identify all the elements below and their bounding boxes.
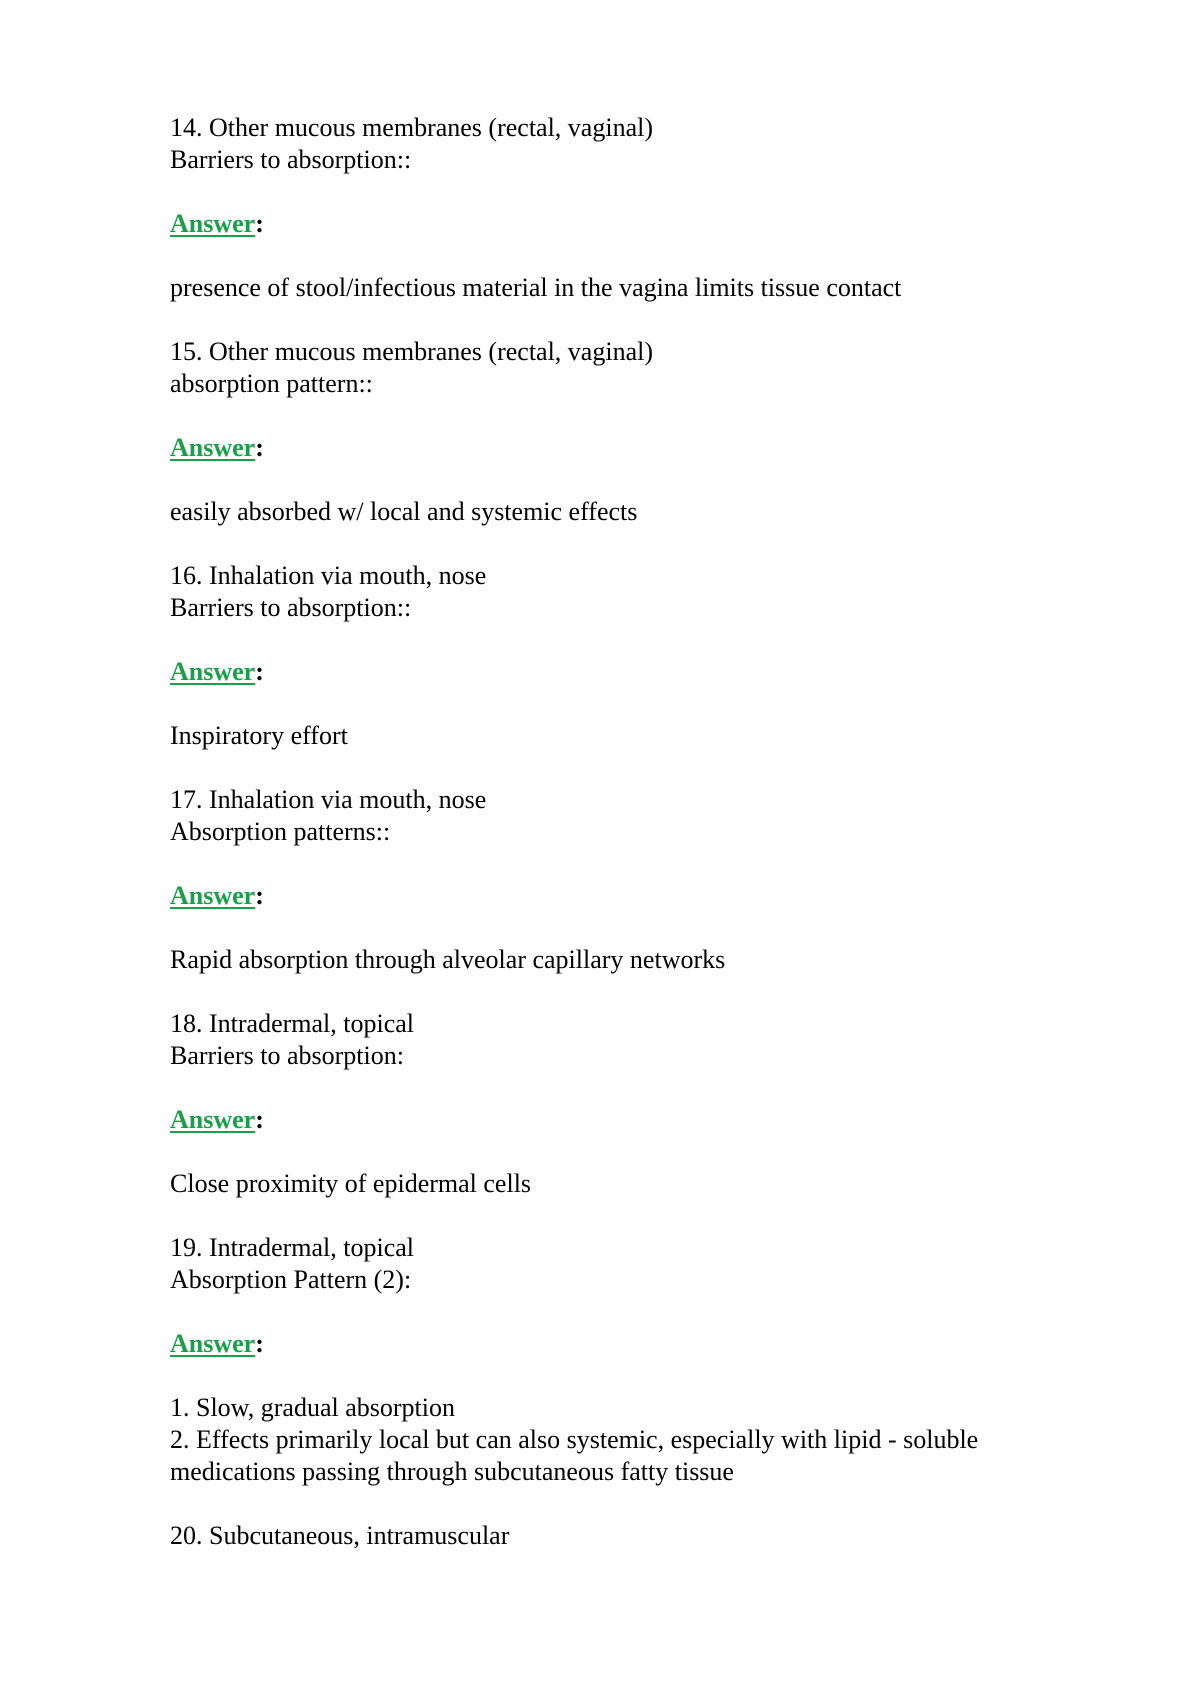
answer-19-text-line-2: 2. Effects primarily local but can also systemic, especially with lipid - soluble <box>170 1425 979 1454</box>
answer-18-link[interactable]: Answer <box>170 1105 256 1134</box>
question-14-line-1: 14. Other mucous membranes (rectal, vaginal) <box>170 113 653 142</box>
question-17-line-2: Absorption patterns:: <box>170 817 391 846</box>
answer-14-heading <box>170 208 264 240</box>
answer-16-heading <box>170 656 264 688</box>
answer-19-link[interactable]: Answer <box>170 1329 256 1358</box>
question-19-line-1: 19. Intradermal, topical <box>170 1233 415 1262</box>
question-20-line-1: 20. Subcutaneous, intramuscular <box>170 1521 510 1550</box>
answer-16-colon: : <box>255 657 264 686</box>
question-15-line-1: 15. Other mucous membranes (rectal, vaginal) <box>170 337 653 366</box>
question-16-line-1: 16. Inhalation via mouth, nose <box>170 561 487 590</box>
answer-18-colon: : <box>255 1105 264 1134</box>
answer-14-colon: : <box>255 209 264 238</box>
answer-17-link[interactable]: Answer <box>170 881 256 910</box>
answer-19-text-line-3: medications passing through subcutaneous fatty tissue <box>170 1457 734 1486</box>
answer-17-colon: : <box>255 881 264 910</box>
question-14-line-2: Barriers to absorption:: <box>170 145 412 174</box>
question-15-line-2: absorption pattern:: <box>170 369 373 398</box>
answer-19-heading <box>170 1328 264 1360</box>
answer-14-link[interactable]: Answer <box>170 209 256 238</box>
question-17-line-1: 17. Inhalation via mouth, nose <box>170 785 487 814</box>
answer-18-heading <box>170 1104 264 1136</box>
answer-18-text: Close proximity of epidermal cells <box>170 1169 532 1198</box>
question-18-line-2: Barriers to absorption: <box>170 1041 404 1070</box>
answer-15-link[interactable]: Answer <box>170 433 256 462</box>
answer-15-text: easily absorbed w/ local and systemic effects <box>170 497 638 526</box>
question-18-line-1: 18. Intradermal, topical <box>170 1009 415 1038</box>
answer-17-heading <box>170 880 264 912</box>
question-16-line-2: Barriers to absorption:: <box>170 593 412 622</box>
answer-16-text: Inspiratory effort <box>170 721 348 750</box>
answer-15-heading <box>170 432 264 464</box>
answer-19-text-line-1: 1. Slow, gradual absorption <box>170 1393 455 1422</box>
answer-17-text: Rapid absorption through alveolar capillary networks <box>170 945 726 974</box>
answer-15-colon: : <box>255 433 264 462</box>
question-19-line-2: Absorption Pattern (2): <box>170 1265 412 1294</box>
answer-16-link[interactable]: Answer <box>170 657 256 686</box>
answer-19-colon: : <box>255 1329 264 1358</box>
answer-14-text: presence of stool/infectious material in the vagina limits tissue contact <box>170 273 902 302</box>
